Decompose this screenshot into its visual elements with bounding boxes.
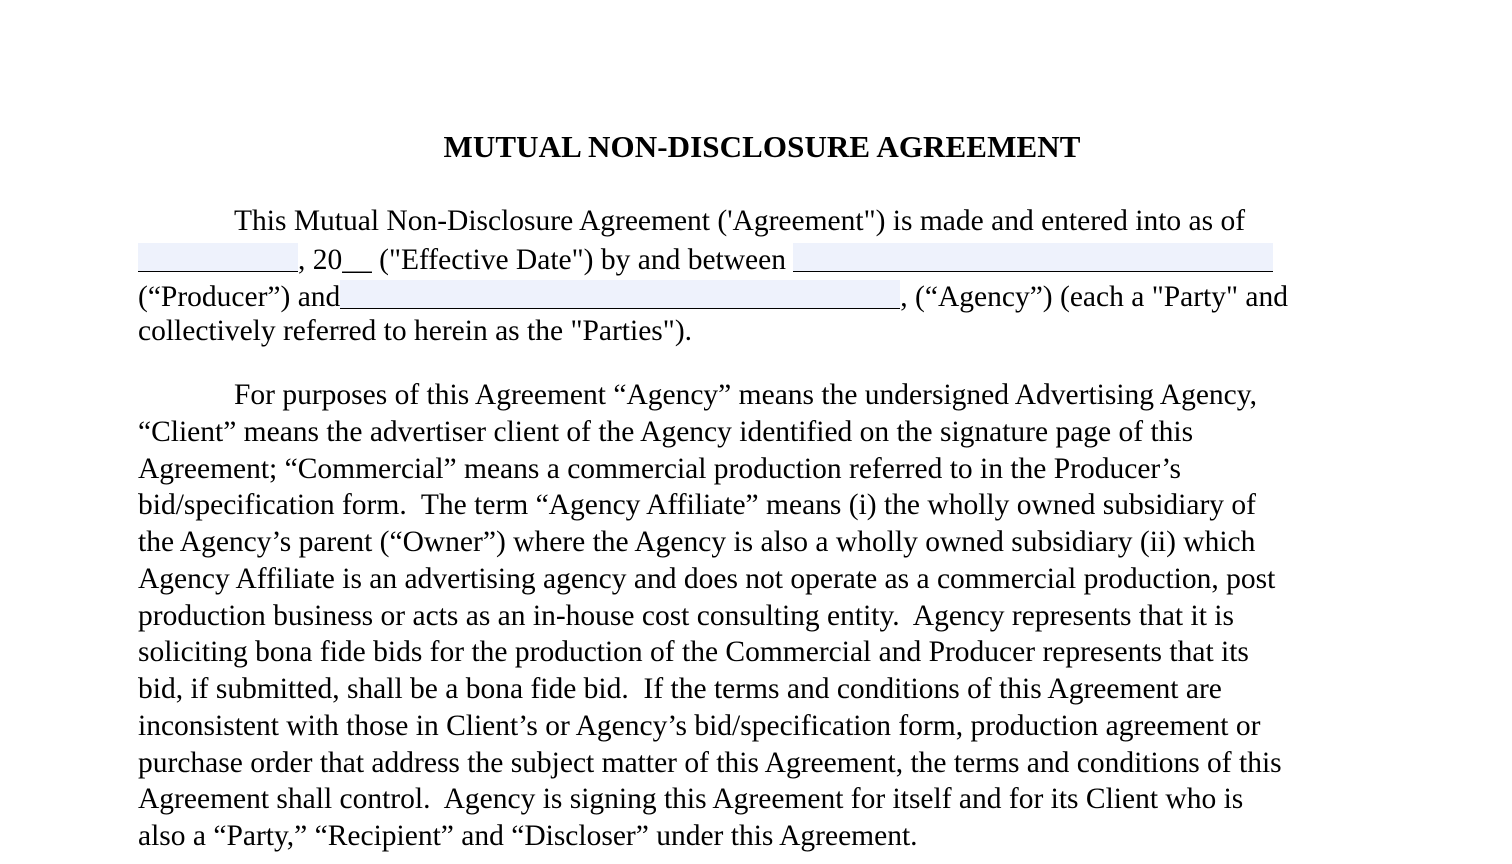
para1-line3-text-b: , (“Agency”) (each a "Party" and bbox=[900, 281, 1289, 313]
agency-name-field[interactable] bbox=[340, 280, 900, 309]
para2-line: For purposes of this Agreement “Agency” means the undersigned Advertising Agency, bbox=[234, 379, 1257, 411]
para2-line: the Agency’s parent (“Owner”) where the Agency is also a wholly owned subsidiary (ii) which bbox=[138, 526, 1256, 558]
para2-line: purchase order that address the subject matter of this Agreement, the terms and conditions of this bbox=[138, 746, 1282, 779]
para2-line: Agreement; “Commercial” means a commercial production referred to in the Producer’s bbox=[138, 452, 1182, 485]
para2-line: soliciting bona fide bids for the production of the Commercial and Producer represents that its bbox=[138, 636, 1249, 669]
para2-line: bid/specification form. The term “Agency Affiliate” means (i) the wholly owned subsidiary of bbox=[138, 489, 1256, 522]
para2-line: Agency Affiliate is an advertising agency and does not operate as a commercial production, post bbox=[138, 562, 1276, 595]
para1-line2 bbox=[138, 240, 1273, 279]
para2-line: also a “Party,” “Recipient” and “Discloser” under this Agreement. bbox=[138, 820, 918, 852]
para2-line: bid, if submitted, shall be a bona fide bid. If the terms and conditions of this Agreement are bbox=[138, 673, 1222, 705]
para1-line3-text-a: (“Producer”) and bbox=[138, 281, 341, 313]
producer-name-field[interactable] bbox=[793, 243, 1273, 272]
para2-line: inconsistent with those in Client’s or Agency’s bid/specification form, production agreement or bbox=[138, 709, 1261, 742]
para1-line3 bbox=[138, 277, 1288, 316]
para2-line: Agreement shall control. Agency is signing this Agreement for itself and for its Client who is bbox=[138, 783, 1244, 816]
document-title: MUTUAL NON-DISCLOSURE AGREEMENT bbox=[443, 129, 1081, 164]
para1-line2-text: , 20__ ("Effective Date") by and between bbox=[298, 244, 794, 276]
para2-line: “Client” means the advertiser client of the Agency identified on the signature page of this bbox=[138, 415, 1194, 448]
effective-date-field[interactable] bbox=[138, 243, 298, 272]
para1-line4: collectively referred to herein as the "Parties"). bbox=[138, 315, 693, 347]
para1-line1: This Mutual Non-Disclosure Agreement ('Agreement") is made and entered into as of bbox=[234, 205, 1246, 237]
para2-line: production business or acts as an in-house cost consulting entity. Agency represents that it is bbox=[138, 599, 1234, 632]
